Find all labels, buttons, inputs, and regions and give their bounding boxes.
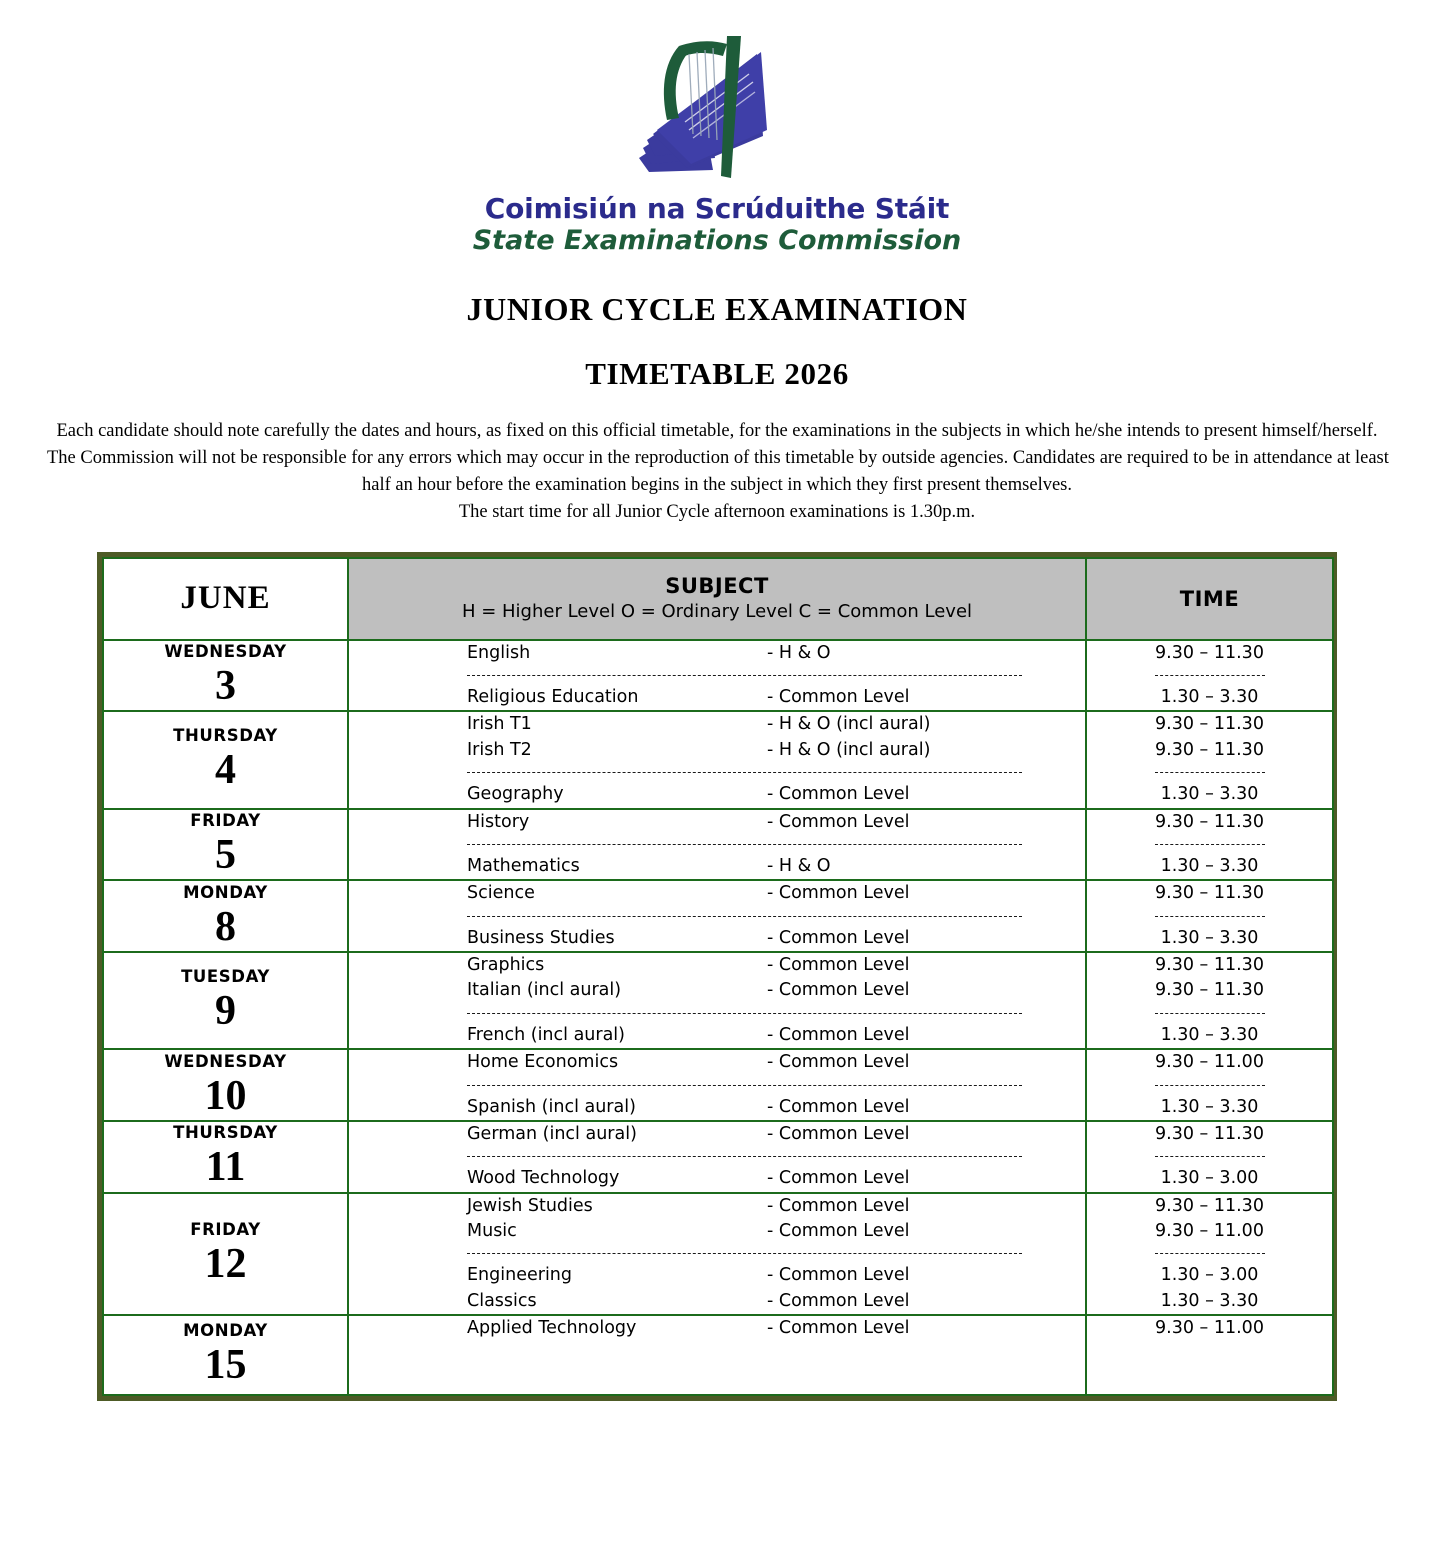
subject-entry — [349, 641, 1085, 666]
exam-time: 9.30 – 11.30 — [1155, 955, 1264, 976]
exam-date-cell — [103, 640, 348, 712]
timetable-body — [103, 640, 1333, 1395]
subject-level: - Common Level — [767, 811, 910, 832]
exam-time: 9.30 – 11.00 — [1155, 1221, 1264, 1242]
exam-subject-cell — [348, 1193, 1086, 1316]
subject-entry — [349, 881, 1085, 906]
page-title: JUNIOR CYCLE EXAMINATION — [466, 291, 968, 328]
exam-date-cell — [103, 1049, 348, 1121]
exam-date-cell — [103, 880, 348, 952]
session-divider — [1155, 1013, 1265, 1014]
session-divider — [1155, 675, 1265, 676]
exam-time: 1.30 – 3.00 — [1160, 1168, 1259, 1189]
exam-time: 9.30 – 11.30 — [1155, 642, 1264, 663]
subject-entry — [349, 712, 1085, 737]
exam-time: 9.30 – 11.30 — [1155, 811, 1264, 832]
subject-entry — [349, 1316, 1085, 1341]
exam-time: 1.30 – 3.00 — [1160, 1265, 1259, 1286]
subject-entry — [349, 1023, 1085, 1048]
exam-time: 1.30 – 3.30 — [1160, 687, 1259, 708]
subject-entry — [349, 782, 1085, 807]
day-name: MONDAY — [183, 882, 268, 902]
table-row — [103, 1315, 1333, 1394]
timetable-header-row — [103, 558, 1333, 640]
subject-name: Classics — [467, 1290, 537, 1311]
session-divider — [467, 772, 1022, 773]
subject-name: Irish T2 — [467, 739, 532, 760]
day-name: THURSDAY — [173, 1123, 278, 1143]
table-row — [103, 711, 1333, 808]
subject-level: - Common Level — [767, 1096, 910, 1117]
logo-irish-name: Coimisiún na Scrúduithe Stáit — [484, 192, 950, 225]
subject-name: Graphics — [467, 955, 545, 976]
subject-name: Home Economics — [467, 1052, 619, 1073]
table-row — [103, 809, 1333, 881]
subject-name: Business Studies — [467, 927, 615, 948]
subject-name: History — [467, 811, 530, 832]
empty-session-spacer — [349, 1342, 1085, 1394]
subject-level: - Common Level — [767, 1290, 910, 1311]
subject-level: - Common Level — [767, 1318, 910, 1339]
exam-date-cell — [103, 809, 348, 881]
subject-level: - H & O — [767, 855, 831, 876]
session-divider — [1155, 844, 1265, 845]
empty-session-spacer — [1087, 1342, 1332, 1394]
subject-level: - Common Level — [767, 1024, 910, 1045]
exam-time: 1.30 – 3.30 — [1160, 784, 1259, 805]
exam-timetable — [102, 557, 1334, 1396]
day-number: 10 — [204, 1072, 247, 1119]
table-row — [103, 880, 1333, 952]
exam-time: 9.30 – 11.00 — [1155, 1052, 1264, 1073]
exam-subject-cell — [348, 640, 1086, 712]
subject-level: - Common Level — [767, 1221, 910, 1242]
subject-entry — [349, 685, 1085, 710]
session-divider — [1155, 916, 1265, 917]
subject-level: - H & O (incl aural) — [767, 739, 931, 760]
day-number: 11 — [205, 1144, 246, 1191]
exam-time: 9.30 – 11.30 — [1155, 739, 1264, 760]
session-divider — [467, 1253, 1022, 1254]
day-number: 5 — [215, 831, 236, 878]
subject-name: German (incl aural) — [467, 1123, 637, 1144]
subject-name: Irish T1 — [467, 714, 532, 735]
subject-level: - Common Level — [767, 883, 910, 904]
column-header-time-label: TIME — [1179, 586, 1240, 611]
subject-level: - Common Level — [767, 784, 910, 805]
subject-entry — [349, 1095, 1085, 1120]
exam-subject-cell — [348, 1315, 1086, 1394]
intro-line: The Commission will not be responsible for any errors which may occur in the reproduction of this timetable by outside agencies. Candidates are required to be in attendance at least — [47, 448, 1389, 469]
subject-name: Mathematics — [467, 855, 580, 876]
table-row — [103, 1121, 1333, 1193]
exam-subject-cell — [348, 1049, 1086, 1121]
intro-line: Each candidate should note carefully the dates and hours, as fixed on this official timetable, for the examinations in the subjects in which he/she intends to present himself/herself. — [56, 421, 1378, 442]
subject-name: Wood Technology — [467, 1168, 620, 1189]
exam-date-cell — [103, 1121, 348, 1193]
table-row — [103, 952, 1333, 1049]
exam-time-cell — [1086, 1049, 1333, 1121]
day-name: WEDNESDAY — [164, 642, 287, 662]
timetable-container — [97, 552, 1337, 1401]
exam-time-cell — [1086, 809, 1333, 881]
exam-subject-cell — [348, 711, 1086, 808]
subject-entry — [349, 1122, 1085, 1147]
subject-level: - Common Level — [767, 1195, 910, 1216]
exam-subject-cell — [348, 809, 1086, 881]
organisation-logo-block — [0, 0, 1434, 255]
exam-time-cell — [1086, 880, 1333, 952]
logo-english-name: State Examinations Commission — [472, 224, 962, 256]
intro-paragraph — [47, 418, 1387, 525]
session-divider — [1155, 1156, 1265, 1157]
session-divider — [467, 1156, 1022, 1157]
subject-entry — [349, 1289, 1085, 1314]
exam-time-cell — [1086, 711, 1333, 808]
exam-subject-cell — [348, 1121, 1086, 1193]
exam-time: 1.30 – 3.30 — [1160, 927, 1259, 948]
subject-level: - H & O (incl aural) — [767, 714, 931, 735]
subject-entry — [349, 854, 1085, 879]
table-row — [103, 1193, 1333, 1316]
subject-name: Religious Education — [467, 687, 639, 708]
exam-time: 1.30 – 3.30 — [1160, 1024, 1259, 1045]
intro-line: half an hour before the examination begins in the subject in which they first present themselves. — [362, 475, 1072, 496]
subject-entry — [349, 810, 1085, 835]
session-divider — [467, 1085, 1022, 1086]
exam-time: 9.30 – 11.30 — [1155, 883, 1264, 904]
subject-name: Applied Technology — [467, 1318, 637, 1339]
day-number: 3 — [215, 663, 236, 710]
subject-level: - Common Level — [767, 955, 910, 976]
subject-entry — [349, 1050, 1085, 1075]
subject-entry — [349, 738, 1085, 763]
subject-level: - Common Level — [767, 1123, 910, 1144]
subject-name: Geography — [467, 784, 564, 805]
column-header-subject-label: SUBJECT — [665, 574, 769, 599]
exam-subject-cell — [348, 880, 1086, 952]
exam-time: 1.30 – 3.30 — [1160, 1096, 1259, 1117]
exam-time: 9.30 – 11.30 — [1155, 714, 1264, 735]
session-divider — [1155, 1085, 1265, 1086]
exam-time: 1.30 – 3.30 — [1160, 855, 1259, 876]
day-name: WEDNESDAY — [164, 1051, 287, 1071]
subject-entry — [349, 926, 1085, 951]
intro-line: The start time for all Junior Cycle afternoon examinations is 1.30p.m. — [458, 501, 976, 522]
subject-name: Jewish Studies — [467, 1195, 593, 1216]
day-number: 12 — [204, 1241, 247, 1288]
exam-time: 9.30 – 11.30 — [1155, 1195, 1264, 1216]
subject-name: Music — [467, 1221, 517, 1242]
exam-time-cell — [1086, 640, 1333, 712]
subject-level: - Common Level — [767, 980, 910, 1001]
column-header-subject-key: H = Higher Level O = Ordinary Level C = Common Level — [461, 600, 973, 622]
day-name: THURSDAY — [173, 726, 278, 746]
subject-level: - Common Level — [767, 1265, 910, 1286]
day-number: 4 — [215, 747, 236, 794]
subject-name: Spanish (incl aural) — [467, 1096, 636, 1117]
page-subtitle: TIMETABLE 2026 — [585, 356, 849, 392]
exam-date-cell — [103, 711, 348, 808]
exam-time: 1.30 – 3.30 — [1160, 1290, 1259, 1311]
exam-time: 9.30 – 11.30 — [1155, 1123, 1264, 1144]
day-number: 8 — [215, 903, 236, 950]
subject-level: - Common Level — [767, 1052, 910, 1073]
column-header-time — [1086, 558, 1333, 640]
column-header-month: JUNE — [103, 558, 348, 640]
subject-entry — [349, 953, 1085, 978]
exam-time: 9.30 – 11.00 — [1155, 1318, 1264, 1339]
subject-name: Italian (incl aural) — [467, 980, 622, 1001]
subject-entry — [349, 978, 1085, 1003]
session-divider — [467, 675, 1022, 676]
subject-name: French (incl aural) — [467, 1024, 625, 1045]
day-name: FRIDAY — [190, 810, 261, 830]
exam-date-cell — [103, 1193, 348, 1316]
exam-time-cell — [1086, 1121, 1333, 1193]
exam-time-cell — [1086, 1193, 1333, 1316]
subject-name: Science — [467, 883, 535, 904]
day-name: MONDAY — [183, 1321, 268, 1341]
timetable-head — [103, 558, 1333, 640]
subject-name: Engineering — [467, 1265, 572, 1286]
exam-date-cell — [103, 1315, 348, 1394]
session-divider — [1155, 772, 1265, 773]
session-divider — [467, 844, 1022, 845]
day-number: 15 — [204, 1342, 247, 1389]
exam-time-cell — [1086, 1315, 1333, 1394]
harp-book-logo-icon — [627, 30, 807, 180]
day-name: TUESDAY — [181, 967, 270, 987]
subject-entry — [349, 1194, 1085, 1219]
subject-level: - H & O — [767, 642, 831, 663]
subject-level: - Common Level — [767, 927, 910, 948]
subject-entry — [349, 1219, 1085, 1244]
subject-level: - Common Level — [767, 687, 910, 708]
exam-subject-cell — [348, 952, 1086, 1049]
exam-date-cell — [103, 952, 348, 1049]
subject-name: English — [467, 642, 531, 663]
table-row — [103, 640, 1333, 712]
session-divider — [467, 916, 1022, 917]
day-number: 9 — [215, 988, 236, 1035]
session-divider — [467, 1013, 1022, 1014]
exam-time: 9.30 – 11.30 — [1155, 980, 1264, 1001]
column-header-subject — [348, 558, 1086, 640]
subject-level: - Common Level — [767, 1168, 910, 1189]
exam-time-cell — [1086, 952, 1333, 1049]
subject-entry — [349, 1263, 1085, 1288]
session-divider — [1155, 1253, 1265, 1254]
table-row — [103, 1049, 1333, 1121]
subject-entry — [349, 1166, 1085, 1191]
day-name: FRIDAY — [190, 1220, 261, 1240]
